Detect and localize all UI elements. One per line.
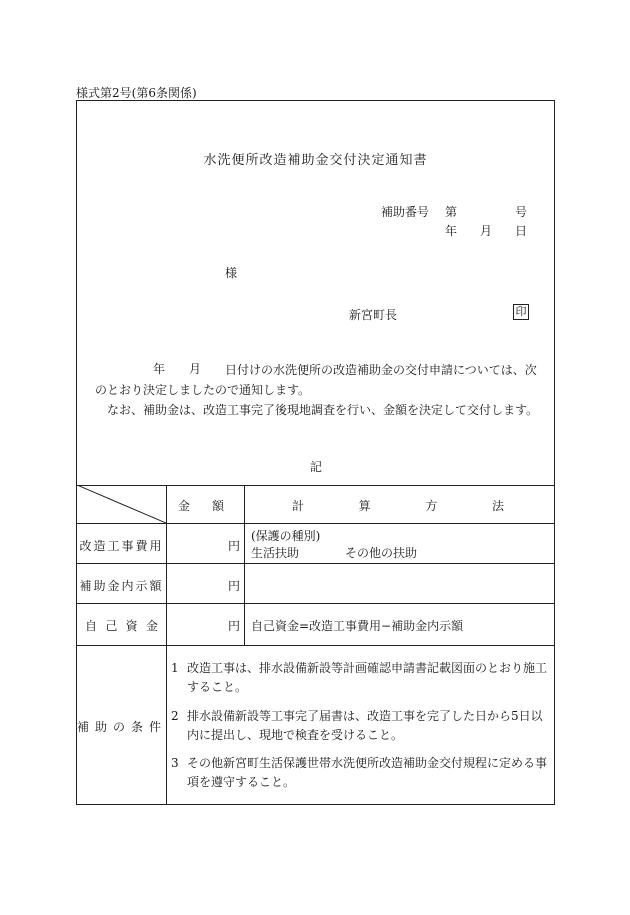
- document-title: 水洗便所改造補助金交付決定通知書: [203, 153, 428, 168]
- issuer-name: 新宮町長: [349, 308, 398, 322]
- header-method-1: 計: [292, 499, 305, 513]
- ki-marker: 記: [310, 460, 323, 474]
- protection-type-living: 生活扶助: [251, 546, 300, 560]
- notice-frame: [76, 100, 555, 805]
- own-funds-formula: 自己資金=改造工事費用−補助金内示額: [251, 619, 464, 633]
- condition-item-2: 2 排水設備新設等工事完了届書は、改造工事を完了した日から5日以内に提出し、現地で検査を受けること。: [171, 709, 543, 742]
- row-subsidy-amount-label: 補助金内示額: [79, 579, 164, 593]
- seal-mark: 印: [513, 304, 529, 320]
- header-diagonal: [77, 485, 166, 523]
- condition-item-1: 1 改造工事は、排水設備新設等計画確認申請書記載図面のとおり施工すること。: [171, 661, 548, 694]
- header-method-4: 法: [491, 499, 504, 513]
- grant-number-label: 補助番号: [381, 205, 430, 219]
- body-month: 月: [189, 362, 202, 376]
- date-month: 月: [480, 224, 493, 238]
- own-funds-char-4: 金: [145, 619, 158, 633]
- header-amount-2: 額: [211, 499, 224, 513]
- grant-number-suffix: 号: [515, 205, 528, 219]
- recipient-suffix: 様: [225, 266, 238, 280]
- conditions-label: 補助の条件: [77, 720, 168, 734]
- own-funds-char-1: 自: [85, 619, 98, 633]
- protection-type-other: その他の扶助: [345, 546, 418, 560]
- row-construction-cost-label: 改造工事費用: [79, 539, 164, 553]
- header-method-3: 方: [425, 499, 438, 513]
- own-funds-char-3: 資: [125, 619, 138, 633]
- body-paragraph-1: 日付けの水洗便所の改造補助金の交付申請については、次のとおり決定しましたので通知します。: [95, 363, 537, 397]
- body-paragraph-2: なお、補助金は、改造工事完了後現地調査を行い、金額を決定して交付します。: [107, 403, 539, 417]
- row-subsidy-amount-unit: 円: [228, 579, 241, 593]
- body-year: 年: [153, 362, 166, 376]
- form-number-label: 様式第2号(第6条関係): [76, 86, 197, 100]
- own-funds-char-2: 己: [105, 619, 118, 633]
- date-year: 年: [445, 224, 458, 238]
- header-amount-1: 金: [178, 499, 191, 513]
- row-construction-cost-unit: 円: [228, 539, 241, 553]
- header-method-2: 算: [358, 499, 371, 513]
- date-day: 日: [515, 224, 528, 238]
- grant-number-prefix: 第: [445, 205, 458, 219]
- row-own-funds-unit: 円: [228, 619, 241, 633]
- protection-type-label: (保護の種別): [251, 529, 321, 543]
- condition-item-3: 3 その他新宮町生活保護世帯水洗便所改造補助金交付規程に定める事項を遵守すること。: [171, 756, 548, 789]
